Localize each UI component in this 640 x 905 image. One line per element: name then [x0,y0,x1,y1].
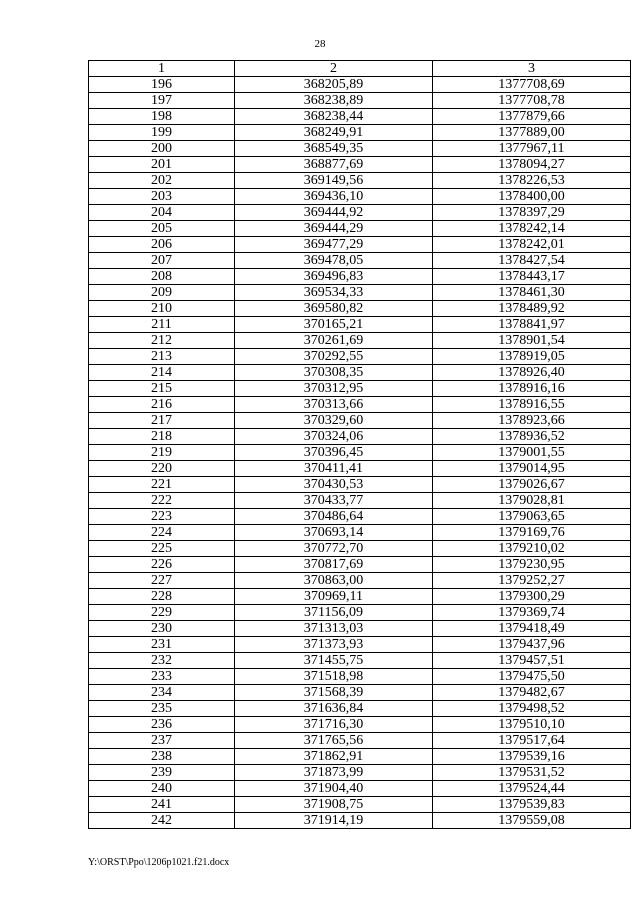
coordinate-x-cell: 371636,84 [235,701,433,717]
point-number-cell: 197 [89,93,235,109]
table-row [89,461,631,477]
table-row [89,429,631,445]
column-header: 1 [89,61,235,77]
point-number-cell: 234 [89,685,235,701]
coordinate-x-cell: 370411,41 [235,461,433,477]
point-number-cell: 231 [89,637,235,653]
coordinate-y-cell: 1378936,52 [433,429,631,445]
table-row [89,493,631,509]
coordinate-y-cell: 1379028,81 [433,493,631,509]
coordinate-y-cell: 1379026,67 [433,477,631,493]
coordinate-y-cell: 1378242,01 [433,237,631,253]
table-row [89,317,631,333]
coordinate-y-cell: 1377879,66 [433,109,631,125]
coordinate-y-cell: 1378443,17 [433,269,631,285]
coordinate-y-cell: 1378094,27 [433,157,631,173]
coordinate-x-cell: 371904,40 [235,781,433,797]
point-number-cell: 219 [89,445,235,461]
point-number-cell: 237 [89,733,235,749]
point-number-cell: 202 [89,173,235,189]
coordinate-y-cell: 1379539,16 [433,749,631,765]
table-row [89,717,631,733]
point-number-cell: 211 [89,317,235,333]
coordinate-x-cell: 371914,19 [235,813,433,829]
coordinate-y-cell: 1379517,64 [433,733,631,749]
table-row [89,173,631,189]
coordinate-y-cell: 1377708,69 [433,77,631,93]
table-row [89,125,631,141]
coordinate-y-cell: 1379559,08 [433,813,631,829]
coordinate-x-cell: 371908,75 [235,797,433,813]
table-row [89,301,631,317]
point-number-cell: 203 [89,189,235,205]
page-number: 28 [314,38,326,50]
coordinate-x-cell: 370313,66 [235,397,433,413]
coordinate-x-cell: 370486,64 [235,509,433,525]
coordinate-y-cell: 1378916,55 [433,397,631,413]
table-row [89,141,631,157]
point-number-cell: 221 [89,477,235,493]
point-number-cell: 241 [89,797,235,813]
table-row [89,109,631,125]
coordinate-y-cell: 1378489,92 [433,301,631,317]
coordinate-y-cell: 1379457,51 [433,653,631,669]
coordinate-x-cell: 369444,92 [235,205,433,221]
point-number-cell: 209 [89,285,235,301]
table-row [89,685,631,701]
coordinate-y-cell: 1379531,52 [433,765,631,781]
table-row [89,189,631,205]
table-row [89,413,631,429]
point-number-cell: 216 [89,397,235,413]
coordinate-x-cell: 371156,09 [235,605,433,621]
coordinate-x-cell: 370863,00 [235,573,433,589]
point-number-cell: 204 [89,205,235,221]
coordinates-table [88,60,631,829]
coordinate-x-cell: 371373,93 [235,637,433,653]
point-number-cell: 224 [89,525,235,541]
coordinate-y-cell: 1379001,55 [433,445,631,461]
table-header-row [89,61,631,77]
point-number-cell: 220 [89,461,235,477]
point-number-cell: 214 [89,365,235,381]
coordinate-y-cell: 1379252,27 [433,573,631,589]
table-row [89,77,631,93]
table-row [89,781,631,797]
column-header: 3 [433,61,631,77]
coordinate-x-cell: 370693,14 [235,525,433,541]
table-row [89,589,631,605]
coordinate-x-cell: 368877,69 [235,157,433,173]
coordinate-x-cell: 370772,70 [235,541,433,557]
coordinate-y-cell: 1379169,76 [433,525,631,541]
point-number-cell: 236 [89,717,235,733]
table-row [89,749,631,765]
coordinate-x-cell: 371568,39 [235,685,433,701]
coordinate-x-cell: 370308,35 [235,365,433,381]
coordinate-y-cell: 1379369,74 [433,605,631,621]
coordinate-y-cell: 1378397,29 [433,205,631,221]
coordinate-x-cell: 370324,06 [235,429,433,445]
coordinate-y-cell: 1377889,00 [433,125,631,141]
table-row [89,221,631,237]
table-row [89,349,631,365]
coordinate-y-cell: 1378901,54 [433,333,631,349]
coordinate-x-cell: 368549,35 [235,141,433,157]
coordinate-y-cell: 1378226,53 [433,173,631,189]
coordinate-x-cell: 370165,21 [235,317,433,333]
point-number-cell: 232 [89,653,235,669]
coordinate-x-cell: 369496,83 [235,269,433,285]
coordinate-y-cell: 1379498,52 [433,701,631,717]
coordinate-x-cell: 370396,45 [235,445,433,461]
point-number-cell: 205 [89,221,235,237]
point-number-cell: 227 [89,573,235,589]
table-row [89,269,631,285]
coordinate-y-cell: 1378926,40 [433,365,631,381]
point-number-cell: 201 [89,157,235,173]
table-row [89,205,631,221]
point-number-cell: 218 [89,429,235,445]
coordinate-x-cell: 370261,69 [235,333,433,349]
coordinate-y-cell: 1379524,44 [433,781,631,797]
table-row [89,637,631,653]
coordinate-x-cell: 371765,56 [235,733,433,749]
coordinate-x-cell: 371455,75 [235,653,433,669]
coordinate-y-cell: 1378841,97 [433,317,631,333]
coordinate-y-cell: 1379418,49 [433,621,631,637]
coordinate-x-cell: 371862,91 [235,749,433,765]
column-header: 2 [235,61,433,77]
table-row [89,733,631,749]
table-row [89,333,631,349]
table-row [89,93,631,109]
coordinate-x-cell: 369478,05 [235,253,433,269]
point-number-cell: 200 [89,141,235,157]
table-row [89,573,631,589]
table-row [89,397,631,413]
coordinate-x-cell: 368205,89 [235,77,433,93]
table-row [89,653,631,669]
coordinate-y-cell: 1379510,10 [433,717,631,733]
coordinate-x-cell: 371873,99 [235,765,433,781]
coordinate-x-cell: 370817,69 [235,557,433,573]
coordinate-x-cell: 371313,03 [235,621,433,637]
coordinate-x-cell: 371518,98 [235,669,433,685]
coordinate-x-cell: 368238,44 [235,109,433,125]
point-number-cell: 229 [89,605,235,621]
coordinate-x-cell: 370329,60 [235,413,433,429]
coordinate-y-cell: 1379014,95 [433,461,631,477]
table-row [89,509,631,525]
coordinate-y-cell: 1379230,95 [433,557,631,573]
table-row [89,541,631,557]
point-number-cell: 242 [89,813,235,829]
coordinate-x-cell: 369149,56 [235,173,433,189]
coordinate-x-cell: 369477,29 [235,237,433,253]
coordinate-x-cell: 368238,89 [235,93,433,109]
coordinate-y-cell: 1379539,83 [433,797,631,813]
point-number-cell: 207 [89,253,235,269]
coordinate-y-cell: 1379210,02 [433,541,631,557]
point-number-cell: 223 [89,509,235,525]
table-row [89,381,631,397]
point-number-cell: 212 [89,333,235,349]
table-row [89,285,631,301]
coordinate-x-cell: 370312,95 [235,381,433,397]
point-number-cell: 239 [89,765,235,781]
point-number-cell: 230 [89,621,235,637]
point-number-cell: 215 [89,381,235,397]
table-row [89,525,631,541]
table-row [89,365,631,381]
coordinate-x-cell: 369436,10 [235,189,433,205]
point-number-cell: 228 [89,589,235,605]
coordinate-y-cell: 1379300,29 [433,589,631,605]
table-row [89,669,631,685]
table-row [89,253,631,269]
table-row [89,701,631,717]
coordinate-y-cell: 1378916,16 [433,381,631,397]
table-row [89,765,631,781]
point-number-cell: 238 [89,749,235,765]
coordinate-y-cell: 1378461,30 [433,285,631,301]
table-row [89,557,631,573]
coordinate-y-cell: 1378242,14 [433,221,631,237]
coordinate-x-cell: 370433,77 [235,493,433,509]
file-path-footer: Y:\ORST\Ppo\1206p1021.f21.docx [88,857,230,868]
point-number-cell: 233 [89,669,235,685]
point-number-cell: 240 [89,781,235,797]
point-number-cell: 208 [89,269,235,285]
coordinate-x-cell: 369580,82 [235,301,433,317]
coordinate-y-cell: 1379063,65 [433,509,631,525]
point-number-cell: 210 [89,301,235,317]
point-number-cell: 213 [89,349,235,365]
coordinate-x-cell: 370292,55 [235,349,433,365]
coordinate-x-cell: 368249,91 [235,125,433,141]
coordinate-y-cell: 1377967,11 [433,141,631,157]
point-number-cell: 198 [89,109,235,125]
coordinate-y-cell: 1378919,05 [433,349,631,365]
coordinate-y-cell: 1378427,54 [433,253,631,269]
table-row [89,605,631,621]
point-number-cell: 222 [89,493,235,509]
coordinate-x-cell: 370430,53 [235,477,433,493]
table-row [89,157,631,173]
point-number-cell: 199 [89,125,235,141]
table-row [89,477,631,493]
coordinate-x-cell: 371716,30 [235,717,433,733]
coordinate-x-cell: 370969,11 [235,589,433,605]
point-number-cell: 206 [89,237,235,253]
coordinate-y-cell: 1379437,96 [433,637,631,653]
table-row [89,237,631,253]
point-number-cell: 217 [89,413,235,429]
coordinate-x-cell: 369444,29 [235,221,433,237]
coordinate-y-cell: 1378923,66 [433,413,631,429]
coordinate-y-cell: 1377708,78 [433,93,631,109]
table-row [89,621,631,637]
coordinate-y-cell: 1379482,67 [433,685,631,701]
table-row [89,797,631,813]
point-number-cell: 196 [89,77,235,93]
coordinate-x-cell: 369534,33 [235,285,433,301]
table-row [89,445,631,461]
point-number-cell: 226 [89,557,235,573]
coordinate-y-cell: 1379475,50 [433,669,631,685]
point-number-cell: 225 [89,541,235,557]
table-row [89,813,631,829]
coordinate-y-cell: 1378400,00 [433,189,631,205]
point-number-cell: 235 [89,701,235,717]
